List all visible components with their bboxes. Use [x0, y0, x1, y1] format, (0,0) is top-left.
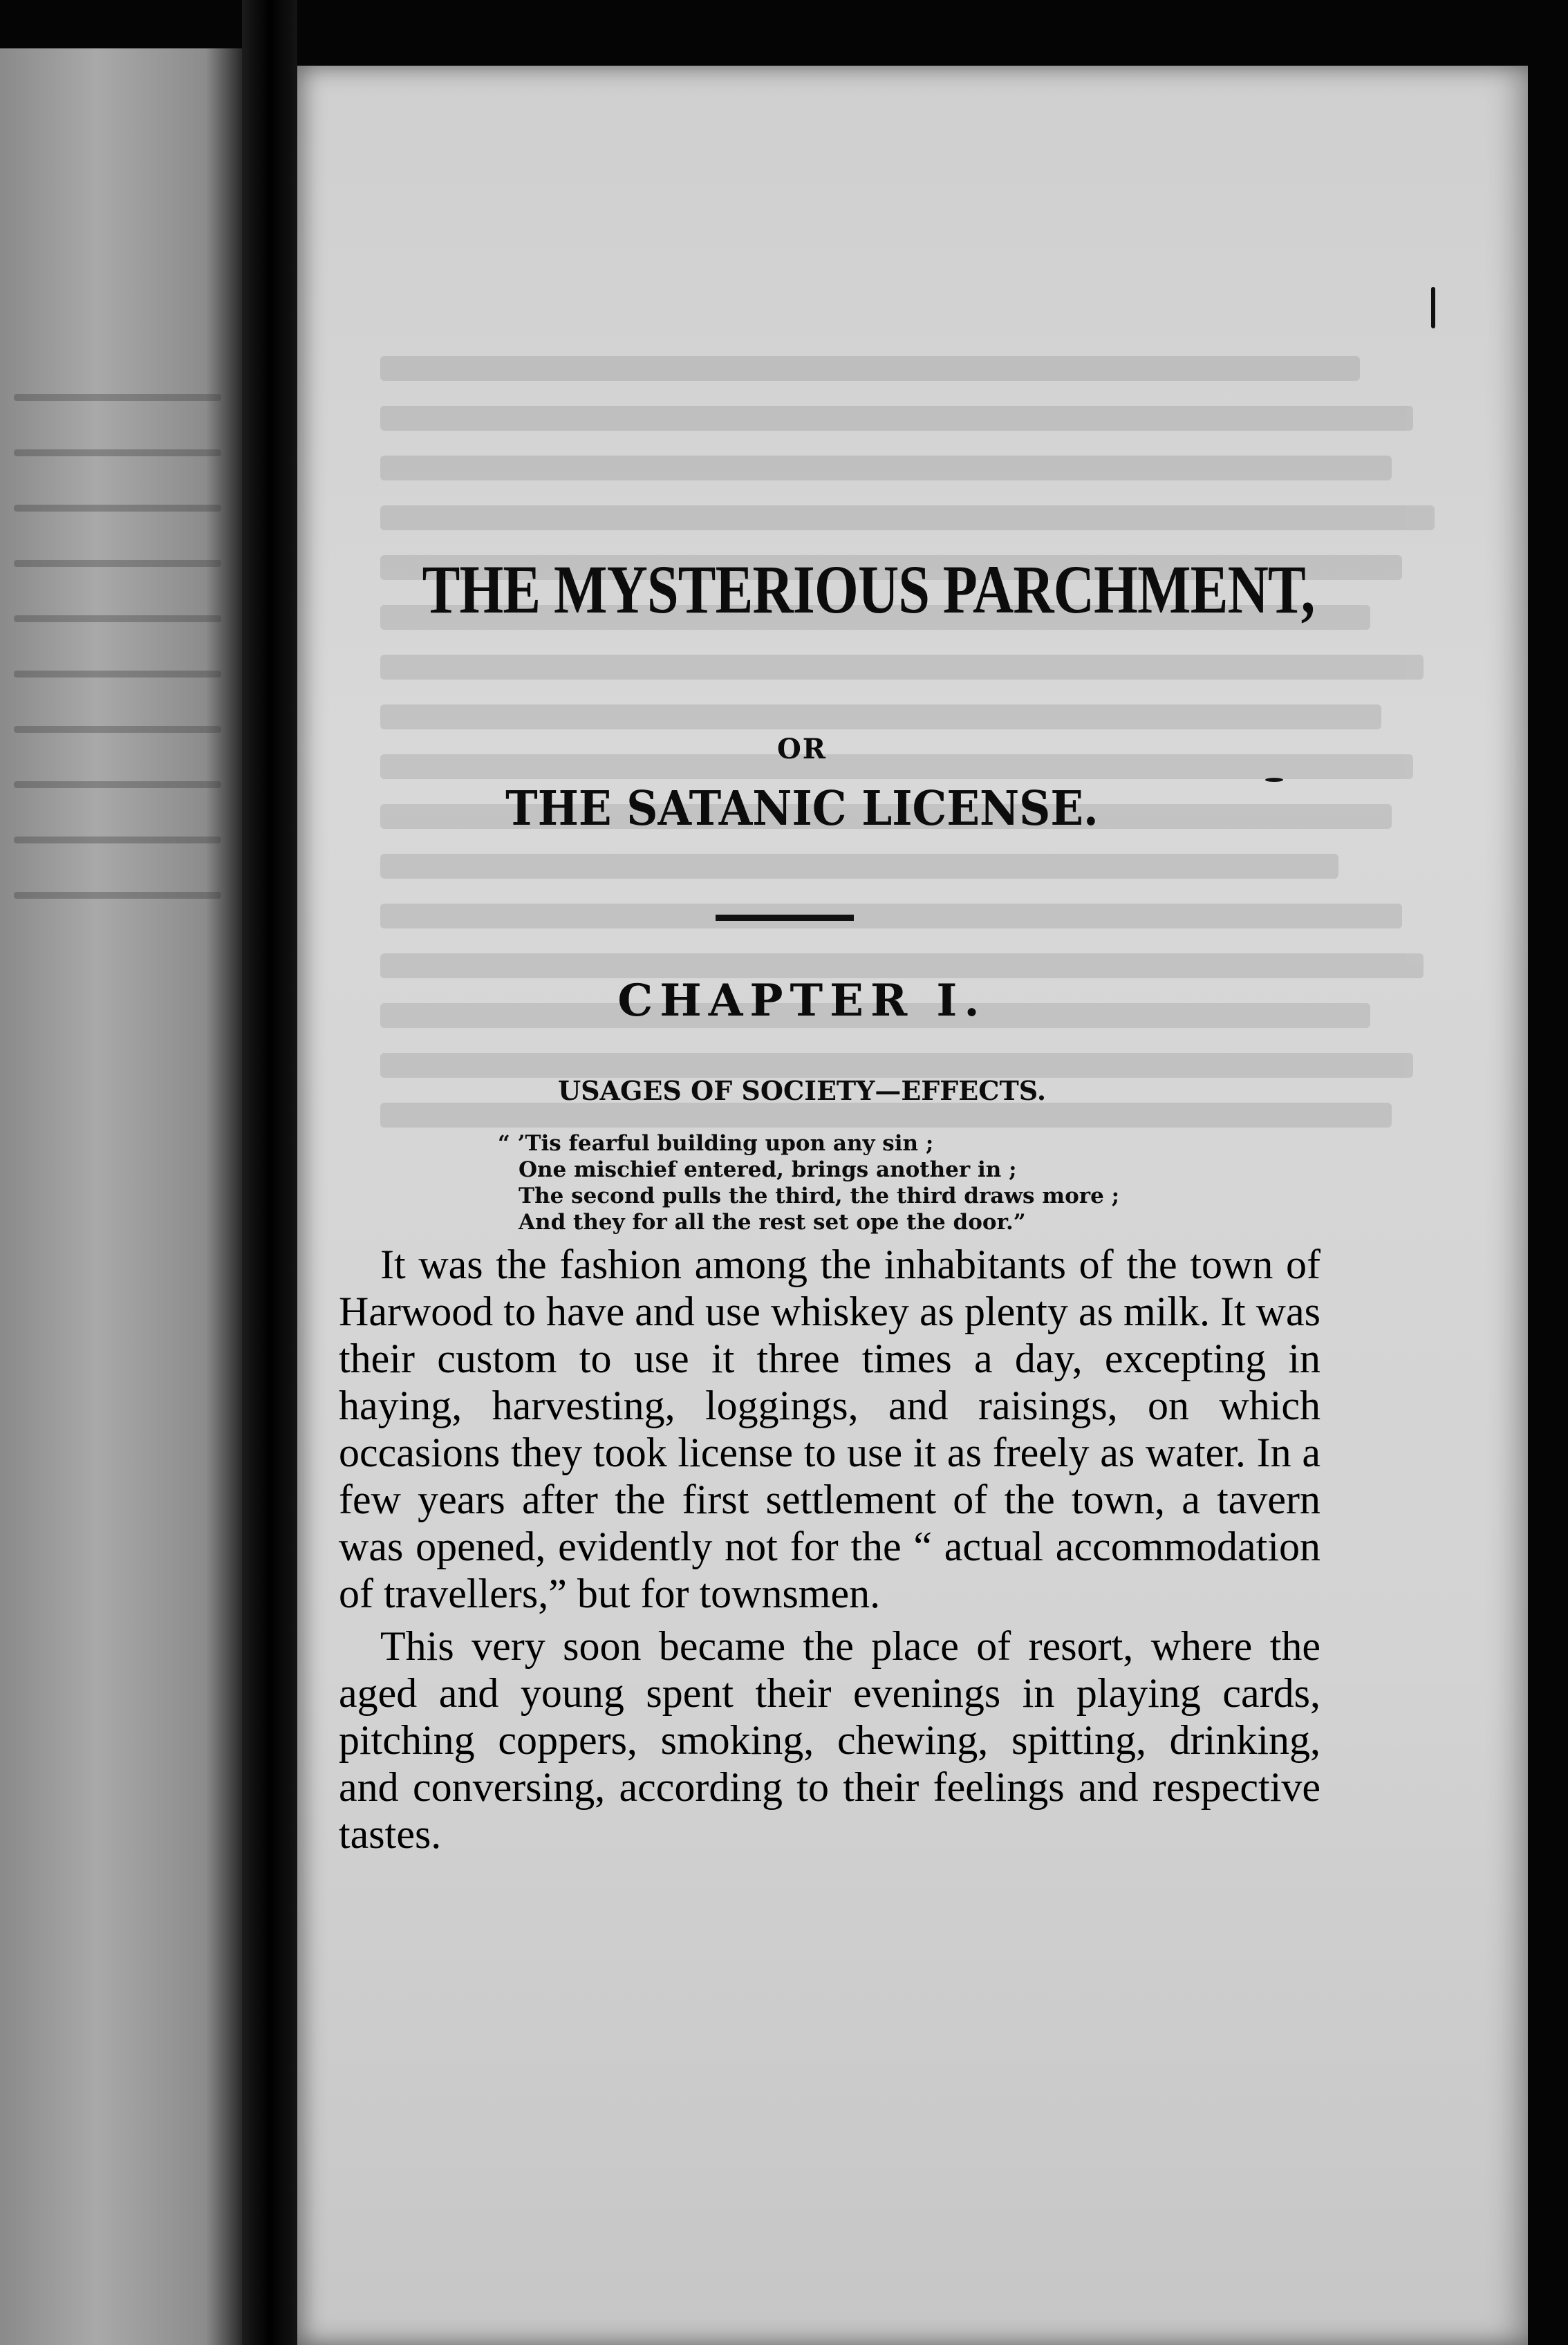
- epigraph-line: One mischief entered, brings another in ;: [519, 1157, 1017, 1182]
- book-spine: [242, 0, 297, 2345]
- body-paragraph: It was the fashion among the inhabitants of the town of Harwood to have and use whiskey as plenty as milk. It was their custom to use it three times a day, excepting in haying, harvesting, loggings, and raisings, on which occasions they took license to use it as freely as water. In a few years after the first settlement of the town, a tavern was opened, evidently not for the “ actual accommodation of travellers,” but for townsmen.: [339, 1242, 1320, 1616]
- previous-page-bleed: [14, 394, 221, 947]
- body-paragraph: This very soon became the place of resort, where the aged and young spent their evenings in playing cards, pitching coppers, smoking, chewing, spitting, drinking, and conversing, according to their feelings and respective tastes.: [339, 1623, 1320, 1857]
- epigraph-line: The second pulls the third, the third draws more ;: [519, 1184, 1120, 1208]
- book-title: THE MYSTERIOUS PARCHMENT,: [422, 551, 1315, 628]
- epigraph-line: And they for all the rest set ope the door.”: [519, 1210, 1026, 1235]
- ink-speck: [1431, 287, 1435, 328]
- chapter-subtitle: USAGES OF SOCIETY—EFFECTS.: [557, 1075, 1047, 1106]
- book-page: [297, 66, 1528, 2345]
- previous-page-edge: [0, 48, 242, 2345]
- epigraph: [498, 1130, 1189, 1235]
- title-connector: OR: [776, 733, 828, 765]
- epigraph-line: “ ’Tis fearful building upon any sin ;: [498, 1131, 934, 1156]
- title-divider: [716, 915, 854, 921]
- book-subtitle: THE SATANIC LICENSE.: [505, 781, 1099, 837]
- ink-speck: [1265, 778, 1283, 782]
- chapter-body: [339, 1241, 1320, 1863]
- chapter-heading: CHAPTER I.: [617, 975, 987, 1027]
